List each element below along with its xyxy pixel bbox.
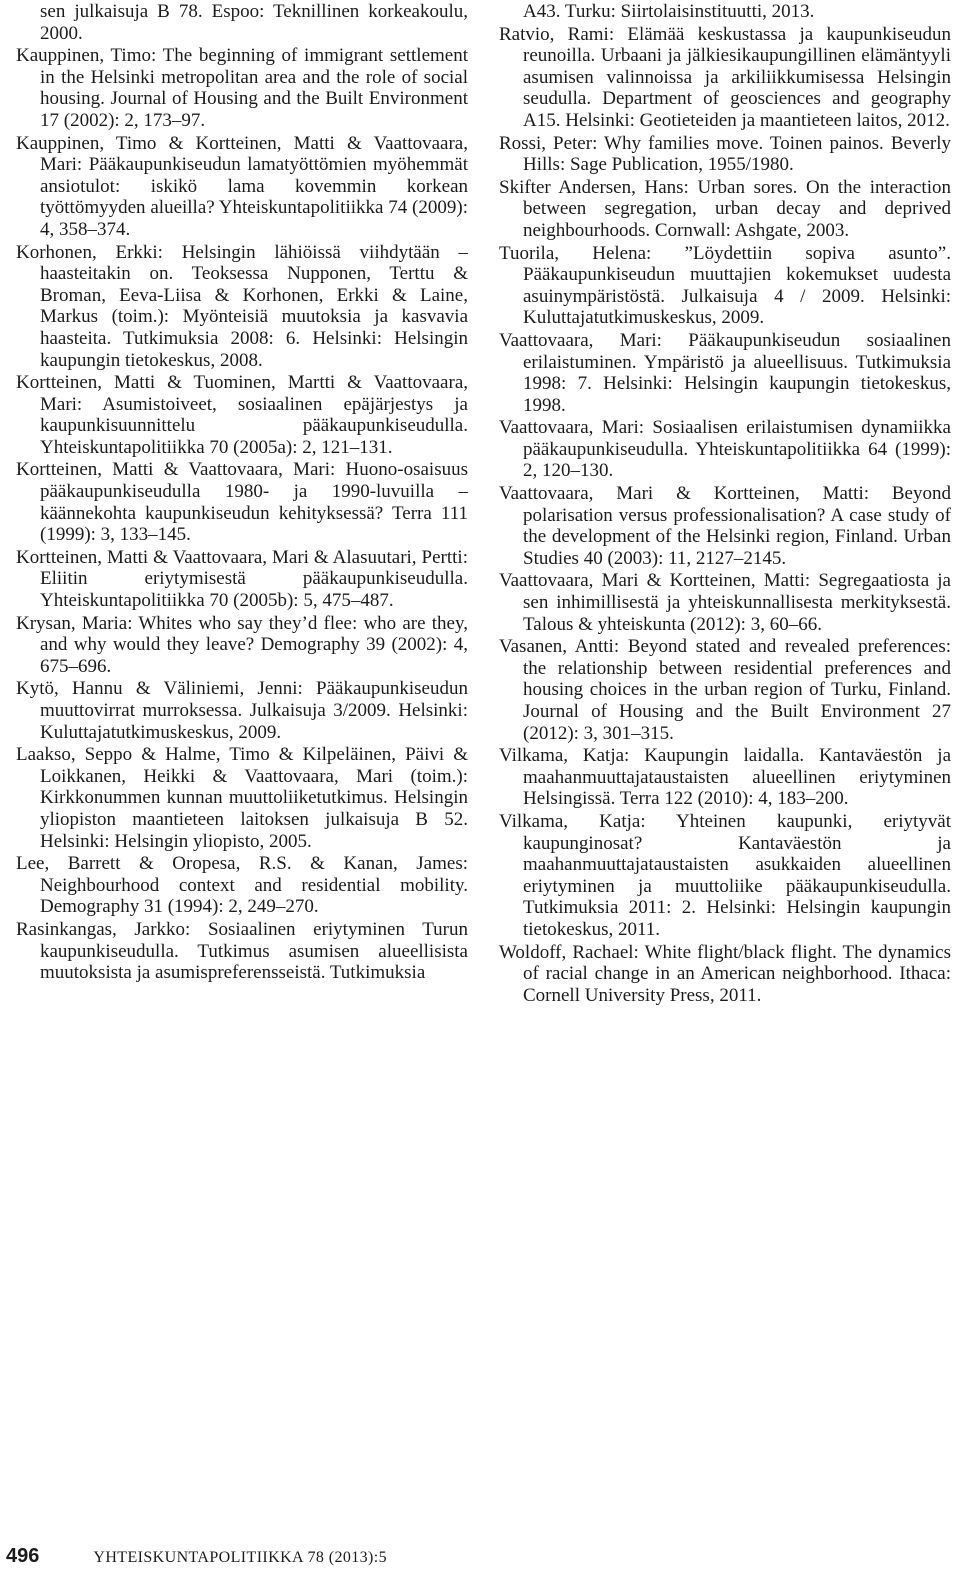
reference-entry: Vilkama, Katja: Yhteinen kaupunki, eriytyvät kaupunginosat? Kantaväestön ja maahanmuuttajataustaisten asukkaiden alueellinen eriytyminen ja muuttoliike pääkaupunkiseudulla. Tutkimuksia 2011: 2. Helsinki: Helsingin kaupungin tietokeskus, 2011.: [499, 810, 951, 940]
reference-entry: Vaattovaara, Mari & Kortteinen, Matti: Segregaatiosta ja sen inhimillisestä ja yhteiskunnallisesta merkityksestä. Talous & yhteiskunta (2012): 3, 60–66.: [499, 570, 951, 635]
reference-entry: Lee, Barrett & Oropesa, R.S. & Kanan, James: Neighbourhood context and residential mobility. Demography 31 (1994): 2, 249–270.: [16, 853, 468, 918]
page-footer: [6, 1545, 387, 1568]
reference-entry: Vilkama, Katja: Kaupungin laidalla. Kantaväestön ja maahanmuuttajataustaisten alueellinen eriytyminen Helsingissä. Terra 122 (2010): 4, 183–200.: [499, 745, 951, 810]
reference-entry: Kauppinen, Timo: The beginning of immigrant settlement in the Helsinki metropolitan area and the role of social housing. Journal of Housing and the Built Environment 17 (2002): 2, 173–97.: [16, 45, 468, 131]
reference-entry: Rasinkangas, Jarkko: Sosiaalinen eriytyminen Turun kaupunkiseudulla. Tutkimus asumisen alueellisista muutoksista ja asumispreferensseistä. Tutkimuksia: [16, 918, 468, 984]
reference-entry: Korhonen, Erkki: Helsingin lähiöissä viihdytään – haasteitakin on. Teoksessa Nupponen, Terttu & Broman, Eeva-Liisa & Korhonen, Erkki & Laine, Markus (toim.): Myönteisiä muutoksia ja kasvavia haasteita. Tutkimuksia 2008: 6. Helsinki: Helsingin kaupungin tietokeskus, 2008.: [16, 241, 468, 371]
reference-entry: Kortteinen, Matti & Vaattovaara, Mari: Huono-osaisuus pääkaupunkiseudulla 1980- ja 1990-luvuilla – käännekohta kaupunkiseudun kehityksessä? Terra 111 (1999): 3, 133–145.: [16, 459, 468, 546]
reference-entry: Vasanen, Antti: Beyond stated and revealed preferences: the relationship between residential preferences and housing choices in the urban region of Turku, Finland. Journal of Housing and the Built Environment 27 (2012): 3, 301–315.: [499, 636, 951, 744]
reference-entry: Kortteinen, Matti & Vaattovaara, Mari & Alasuutari, Pertti: Eliitin eriytymisestä pääkaupunkiseudulla. Yhteiskuntapolitiikka 70 (2005b): 5, 475–487.: [16, 546, 468, 612]
reference-entry: Vaattovaara, Mari & Kortteinen, Matti: Beyond polarisation versus professionalisation? A case study of the development of the Helsinki region, Finland. Urban Studies 40 (2003): 11, 2127–2145.: [499, 483, 951, 569]
reference-entry: Krysan, Maria: Whites who say they’d flee: who are they, and why would they leave? Demography 39 (2002): 4, 675–696.: [16, 612, 468, 677]
journal-running-title: YHTEISKUNTAPOLITIIKKA 78 (2013):5: [93, 1549, 388, 1566]
page-number: 496: [6, 1545, 40, 1567]
reference-entry: Laakso, Seppo & Halme, Timo & Kilpeläinen, Päivi & Loikkanen, Heikki & Vaattovaara, Mari (toim.): Kirkkonummen kunnan muuttoliiketutkimus. Helsingin yliopiston maantieteen laitoksen julkaisuja B 52. Helsinki: Helsingin yliopisto, 2005.: [16, 744, 468, 852]
reference-entry: Kauppinen, Timo & Kortteinen, Matti & Vaattovaara, Mari: Pääkaupunkiseudun lamatyöttömien myöhemmät ansiotulot: iskikö lama kovemmin korkean työttömyyden alueilla? Yhteiskuntapolitiikka 74 (2009): 4, 358–374.: [16, 132, 468, 240]
reference-entry: Vaattovaara, Mari: Sosiaalisen erilaistumisen dynamiikka pääkaupunkiseudulla. Yhteiskuntapolitiikka 64 (1999): 2, 120–130.: [499, 417, 951, 482]
reference-entry: Tuorila, Helena: ”Löydettiin sopiva asunto”. Pääkaupunkiseudun muuttajien kokemukset uudesta asuinympäristöstä. Julkaisuja 4 / 2009. Helsinki: Kuluttajatutkimuskeskus, 2009.: [499, 242, 951, 329]
right-reference-column: [499, 1, 951, 1007]
left-reference-column: [16, 1, 468, 985]
reference-entry: Ratvio, Rami: Elämää keskustassa ja kaupunkiseudun reunoilla. Urbaani ja jälkiesikaupungillinen elämäntyyli asumisen valinnoissa ja arkiliikkumisessa Helsingin seudulla. Department of geosciences and geography A15. Helsinki: Geotieteiden ja maantieteen laitos, 2012.: [499, 23, 951, 131]
reference-entry: A43. Turku: Siirtolaisinstituutti, 2013.: [523, 1, 815, 22]
reference-entry: Kytö, Hannu & Väliniemi, Jenni: Pääkaupunkiseudun muuttovirrat murroksessa. Julkaisuja 3/2009. Helsinki: Kuluttajatutkimuskeskus, 2009.: [16, 678, 468, 743]
reference-entry: Woldoff, Rachael: White flight/black flight. The dynamics of racial change in an American neighborhood. Ithaca: Cornell University Press, 2011.: [499, 941, 951, 1006]
reference-entry: Kortteinen, Matti & Tuominen, Martti & Vaattovaara, Mari: Asumistoiveet, sosiaalinen epäjärjestys ja kaupunkisuunnittelu pääkaupunkiseudulla. Yhteiskuntapolitiikka 70 (2005a): 2, 121–131.: [16, 372, 468, 458]
reference-entry: Vaattovaara, Mari: Pääkaupunkiseudun sosiaalinen erilaistuminen. Ympäristö ja alueellisuus. Tutkimuksia 1998: 7. Helsinki: Helsingin kaupungin tietokeskus, 1998.: [499, 329, 951, 416]
reference-entry: Skifter Andersen, Hans: Urban sores. On the interaction between segregation, urban decay and deprived neighbourhoods. Cornwall: Ashgate, 2003.: [499, 176, 951, 241]
reference-entry: Rossi, Peter: Why families move. Toinen painos. Beverly Hills: Sage Publication, 1955/1980.: [499, 132, 951, 176]
reference-entry: sen julkaisuja B 78. Espoo: Teknillinen korkeakoulu, 2000.: [40, 1, 468, 44]
